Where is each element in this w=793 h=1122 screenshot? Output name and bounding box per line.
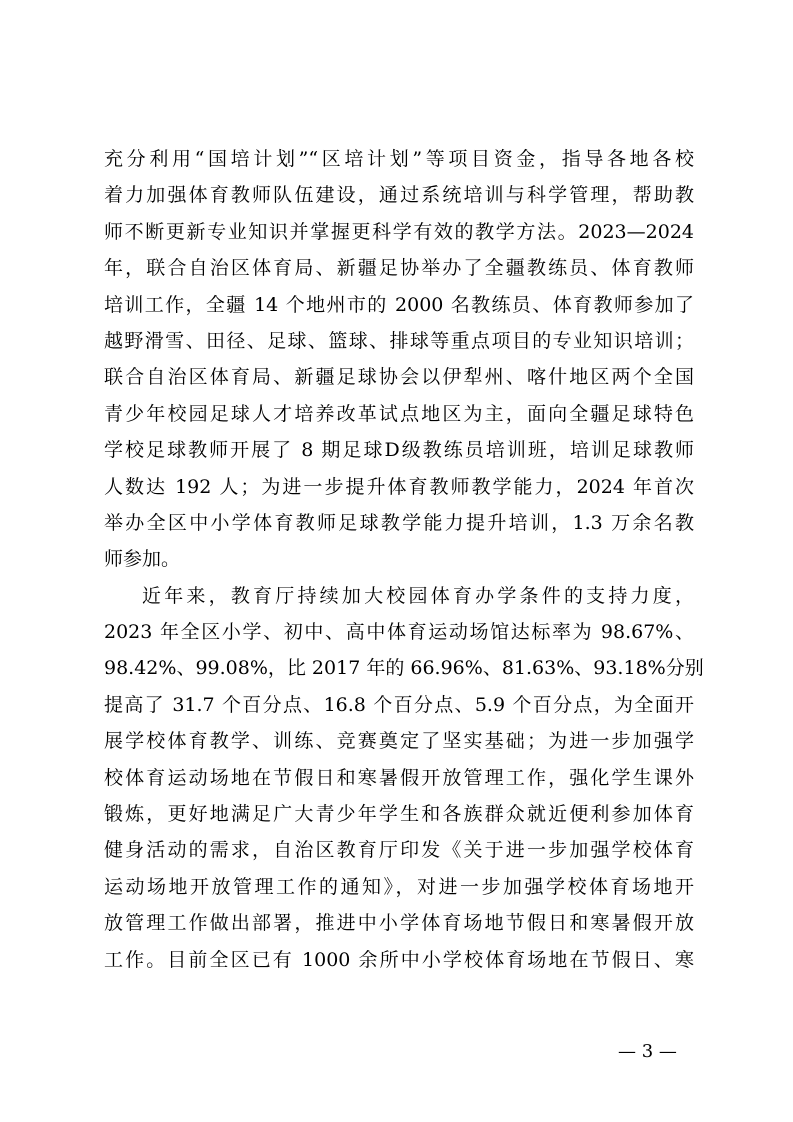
paragraph-facilities (104, 578, 704, 978)
text-line: 青少年校园足球人才培养改革试点地区为主，面向全疆足球特色 (104, 402, 694, 425)
text-line: 师不断更新专业知识并掌握更科学有效的教学方法。2023—2024 (104, 220, 694, 243)
page-number: — 3 — (618, 1041, 677, 1062)
text-line: 联合自治区体育局、新疆足球协会以伊犁州、喀什地区两个全国 (104, 366, 694, 389)
text-line: 举办全区中小学体育教师足球教学能力提升培训，1.3 万余名教 (104, 511, 694, 534)
text-line: 师参加。 (104, 548, 181, 571)
text-line: 2023 年全区小学、初中、高中体育运动场馆达标率为 98.67%、 (104, 621, 694, 644)
text-line: 运动场地开放管理工作的通知》，对进一步加强学校体育场地开 (104, 875, 694, 898)
text-line: 工作。目前全区已有 1000 余所中小学校体育场地在节假日、寒 (104, 948, 694, 971)
text-line: 人数达 192 人；为进一步提升体育教师教学能力，2024 年首次 (104, 475, 694, 498)
text-line: 展学校体育教学、训练、竞赛奠定了坚实基础；为进一步加强学 (104, 730, 694, 753)
text-line: 98.42%、99.08%，比 2017 年的 66.96%、81.63%、93.18%分别 (104, 657, 704, 680)
text-line: 放管理工作做出部署，推进中小学体育场地节假日和寒暑假开放 (104, 912, 694, 935)
text-line: 锻炼，更好地满足广大青少年学生和各族群众就近便利参加体育 (104, 803, 694, 826)
text-line: 越野滑雪、田径、足球、篮球、排球等重点项目的专业知识培训； (104, 329, 694, 352)
text-line: 着力加强体育教师队伍建设，通过系统培训与科学管理，帮助教 (104, 184, 694, 207)
paragraph-training (104, 141, 694, 578)
text-line: 健身活动的需求，自治区教育厅印发《关于进一步加强学校体育 (104, 839, 694, 862)
text-line: 近年来，教育厅持续加大校园体育办学条件的支持力度， (142, 584, 694, 607)
text-line: 培训工作，全疆 14 个地州市的 2000 名教练员、体育教师参加了 (104, 293, 694, 316)
text-line: 年，联合自治区体育局、新疆足协举办了全疆教练员、体育教师 (104, 257, 694, 280)
text-line: 学校足球教师开展了 8 期足球D级教练员培训班，培训足球教师 (104, 439, 694, 462)
text-line: 校体育运动场地在节假日和寒暑假开放管理工作，强化学生课外 (104, 766, 694, 789)
body-text (104, 141, 704, 978)
text-line: 提高了 31.7 个百分点、16.8 个百分点、5.9 个百分点，为全面开 (104, 693, 694, 716)
text-line: 充分利用“国培计划”“区培计划”等项目资金，指导各地各校 (104, 148, 694, 170)
